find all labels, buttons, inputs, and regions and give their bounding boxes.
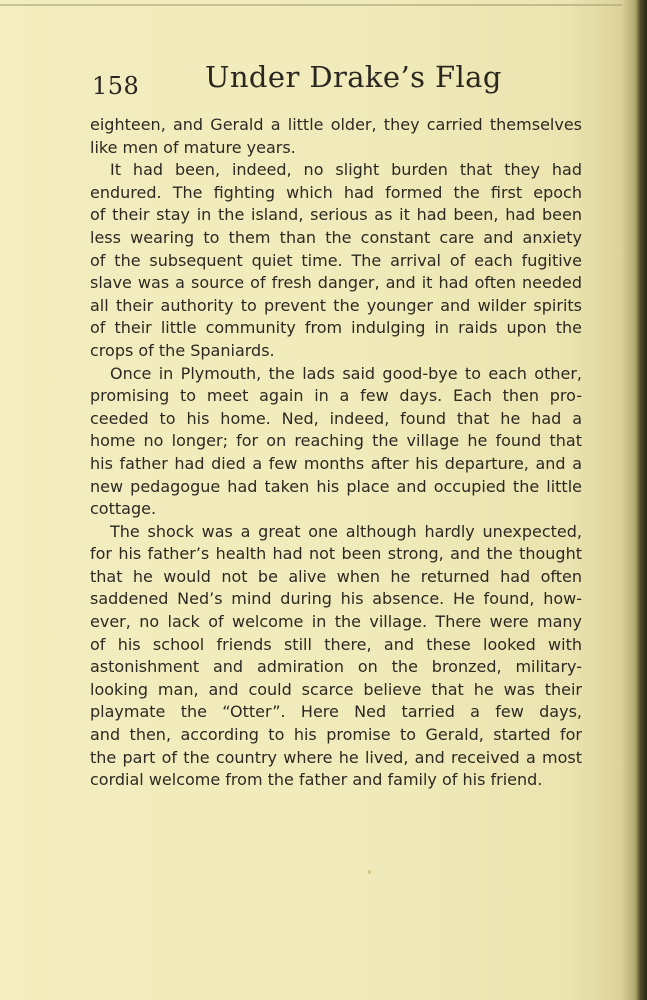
text-line-4: endured. The fighting which had formed the first epoch bbox=[90, 182, 582, 202]
text-line-19: The shock was a great one although hardly unexpected, bbox=[110, 521, 582, 541]
text-line-1: eighteen, and Gerald a little older, they carried themselves bbox=[90, 115, 582, 134]
text-line-9: all their authority to prevent the younger and wilder spirits bbox=[90, 295, 582, 315]
text-line-12: Once in Plymouth, the lads said good-bye to each other, bbox=[110, 363, 582, 383]
text-line-7: of the subsequent quiet time. The arrival of each fugitive bbox=[90, 250, 582, 270]
text-line-16: his father had died a few months after his departure, and a bbox=[90, 453, 582, 473]
text-line-5: of their stay in the island, serious as it had been, had been bbox=[90, 205, 582, 225]
running-head bbox=[92, 60, 586, 106]
text-line-10: of their little community from indulging in raids upon the bbox=[90, 318, 582, 338]
text-line-21: that he would not be alive when he returned had often bbox=[90, 566, 582, 586]
page-top-rule bbox=[0, 4, 622, 6]
text-line-23: ever, no lack of welcome in the village. There were many bbox=[90, 612, 582, 632]
text-line-29: the part of the country where he lived, and received a most bbox=[90, 747, 582, 767]
text-line-8: slave was a source of fresh danger, and it had often needed bbox=[90, 273, 582, 293]
text-line-6: less wearing to them than the constant care and anxiety bbox=[90, 227, 582, 247]
body-text bbox=[90, 114, 582, 792]
text-line-28: and then, according to his promise to Gerald, started for bbox=[90, 725, 582, 745]
book-title: Under Drake’s Flag bbox=[205, 60, 502, 94]
page-binding-edge bbox=[635, 0, 647, 1000]
text-line-17: new pedagogue had taken his place and occupied the little bbox=[90, 476, 582, 496]
text-line-30: cordial welcome from the father and family of his friend. bbox=[90, 770, 543, 790]
text-line-11: crops of the Spaniards. bbox=[90, 340, 275, 360]
text-line-15: home no longer; for on reaching the village he found that bbox=[90, 431, 582, 451]
text-line-26: looking man, and could scarce believe that he was their bbox=[90, 679, 582, 699]
text-line-13: promising to meet again in a few days. Each then pro- bbox=[90, 386, 582, 406]
text-line-27: playmate the “Otter”. Here Ned tarried a few days, bbox=[90, 702, 582, 722]
text-line-20: for his father’s health had not been strong, and the thought bbox=[90, 544, 582, 564]
text-line-22: saddened Ned’s mind during his absence. He found, how- bbox=[90, 589, 582, 609]
text-line-14: ceeded to his home. Ned, indeed, found that he had a bbox=[90, 408, 582, 428]
text-line-25: astonishment and admiration on the bronzed, military- bbox=[90, 657, 582, 677]
paper-speck bbox=[368, 870, 371, 874]
text-line-18: cottage. bbox=[90, 499, 157, 519]
text-line-24: of his school friends still there, and these looked with bbox=[90, 634, 582, 654]
page-number: 158 bbox=[92, 72, 140, 100]
text-line-2: like men of mature years. bbox=[90, 137, 296, 157]
text-line-3: It had been, indeed, no slight burden that they had bbox=[110, 160, 582, 180]
